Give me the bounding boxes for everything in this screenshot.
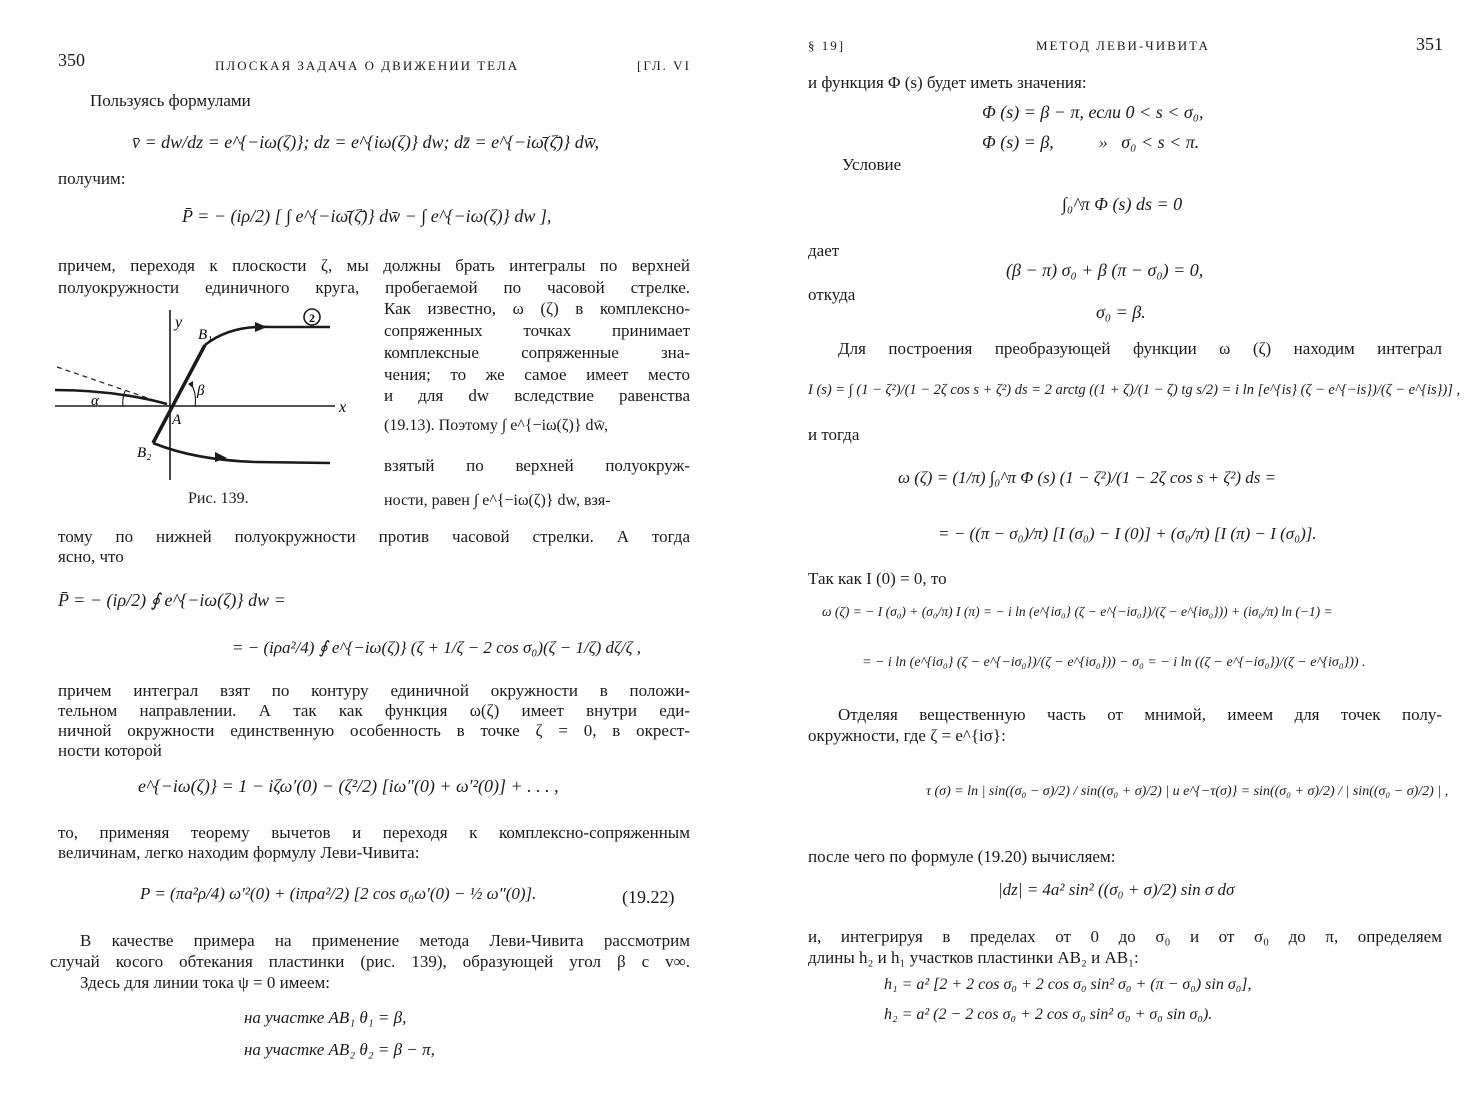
paragraph-to-line-1: то, применяя теорему вычетов и переходя к комплексно-сопряженным — [58, 823, 690, 842]
equation-formulas: v̄ = dw/dz = e^{−iω(ζ)}; dz = e^{iω(ζ)} dw; dz̄ = e^{−iω̄(ζ̄)} dw̄, — [132, 132, 599, 152]
equation-P2-a: P̄ = − (iρ/2) ∮ e^{−iω(ζ)} dw = — [58, 590, 286, 610]
equation-omega-1: ω (ζ) = (1/π) ∫₀^π Φ (s) (1 − ζ²)/(1 − 2ζ cos s + ζ²) ds = — [898, 468, 1277, 487]
paragraph-tak: Так как I (0) = 0, то — [808, 569, 947, 588]
equation-tau: τ (σ) = ln | sin((σ₀ − σ)/2) / sin((σ₀ + σ)/2) | и e^{−τ(σ)} = sin((σ₀ + σ)/2) / | sin((σ₀ − σ)/2) | , — [926, 784, 1449, 799]
equation-section-1: на участке AB₁ θ₁ = β, — [244, 1008, 407, 1027]
label-B1: B₁ — [198, 327, 213, 343]
beta-arrow — [188, 381, 193, 388]
figure-139 — [55, 305, 375, 485]
paragraph-tomu-line-2: ясно, что — [58, 547, 124, 566]
section-ref: § 19] — [808, 38, 846, 53]
label-beta: β — [197, 383, 205, 399]
wrap-line-3: комплексные сопряженные зна- — [384, 343, 690, 362]
streamline-lower — [153, 443, 330, 463]
streamline-upper — [205, 327, 330, 345]
paragraph-example-line-2: случай косого обтекания пластинки (рис. 139), образующей угол β с v∞. — [50, 952, 690, 971]
equation-section-2: на участке AB₂ θ₂ = β − π, — [244, 1040, 435, 1059]
running-title-right: МЕТОД ЛЕВИ-ЧИВИТА — [1036, 38, 1210, 53]
wrap-line-8: ности, равен ∫ e^{−iω(ζ)} dw, взя- — [384, 492, 611, 509]
equation-I: I (s) = ∫ (1 − ζ²)/(1 − 2ζ cos s + ζ²) ds = 2 arctg ((1 + ζ)/(1 − ζ) tg s/2) = i ln [e^{is} (ζ − e^{−is})/(ζ − e^{is})] , — [808, 382, 1461, 398]
label-y: y — [175, 314, 183, 331]
equation-omega-2: = − ((π − σ₀)/π) [I (σ₀) − I (0)] + (σ₀/π) [I (π) − I (σ₀)]. — [938, 524, 1317, 543]
label-A: A — [172, 412, 182, 428]
paragraph-prichem-line-1: причем, переходя к плоскости ζ, мы должны брать интегралы по верхней — [58, 256, 690, 275]
streamline-incoming — [55, 390, 167, 404]
paragraph-integral-line-3: ничной окружности единственную особенность в точке ζ = 0, в окрест- — [58, 721, 690, 740]
label-B2: B₂ — [137, 445, 152, 461]
paragraph-integral-line-4: ности которой — [58, 741, 162, 760]
equation-phi-2: Φ (s) = β, » σ₀ < s < π. — [982, 132, 1200, 152]
wrap-line-5: и для dw вследствие равенства — [384, 386, 690, 405]
equation-daet: (β − π) σ₀ + β (π − σ₀) = 0, — [1006, 260, 1204, 280]
paragraph-integr-line-1: и, интегрируя в пределах от 0 до σ₀ и от σ₀ до π, определяем — [808, 927, 1442, 946]
equation-P: P̄ = − (iρ/2) [ ∫ e^{−iω̄(ζ̄)} dw̄ − ∫ e^{−iω(ζ)} dw ], — [182, 206, 552, 226]
equation-condition: ∫₀^π Φ (s) ds = 0 — [1062, 194, 1183, 214]
paragraph-integr-line-2: длины h₂ и h₁ участков пластинки AB₂ и AB₁: — [808, 948, 1139, 967]
right-page — [750, 0, 1483, 1104]
equation-number-19-22: (19.22) — [622, 887, 675, 907]
left-page — [0, 0, 740, 1104]
wrap-line-4: чения; то же самое имеет место — [384, 365, 690, 384]
paragraph-poluchim: получим: — [58, 169, 126, 188]
angle-alpha-arc — [123, 391, 125, 406]
paragraph-integral-line-2: тельном направлении. А так как функция ω(ζ) имеет внутри еди- — [58, 701, 690, 720]
paragraph-posle: после чего по формуле (19.20) вычисляем: — [808, 847, 1116, 866]
paragraph-to-line-2: величинам, легко находим формулу Леви-Чивита: — [58, 843, 420, 862]
paragraph-intro: Пользуясь формулами — [90, 91, 251, 110]
paragraph-dlya: Для построения преобразующей функции ω (ζ) находим интеграл — [838, 339, 1442, 358]
paragraph-otkuda: откуда — [808, 285, 856, 304]
equation-levi-civita: P = (πa²ρ/4) ω′²(0) + (iπρa²/2) [2 cos σ₀ω′(0) − ½ ω″(0)]. — [140, 884, 537, 903]
circled-label: 2 — [309, 311, 315, 325]
page-number-left: 350 — [58, 50, 85, 70]
paragraph-daet: дает — [808, 241, 840, 260]
paragraph-func: и функция Φ (s) будет иметь значения: — [808, 73, 1087, 92]
wrap-line-1: Как известно, ω (ζ) в комплексно- — [384, 299, 690, 318]
equation-h2: h₂ = a² (2 − 2 cos σ₀ + 2 cos σ₀ sin² σ₀ + σ₀ sin σ₀). — [884, 1006, 1213, 1023]
paragraph-itogda: и тогда — [808, 425, 860, 444]
paragraph-otdelyaya-line-2: окружности, где ζ = e^{iσ}: — [808, 726, 1006, 745]
paragraph-prichem-line-2: полуокружности единичного круга, пробегаемой по часовой стрелке. — [58, 278, 690, 297]
wrap-line-2: сопряженных точках принимает — [384, 321, 690, 340]
paragraph-example-line-3: Здесь для линии тока ψ = 0 имеем: — [80, 973, 330, 992]
equation-P2-b: = − (iρa²/4) ∮ e^{−iω(ζ)} (ζ + 1/ζ − 2 cos σ₀)(ζ − 1/ζ) dζ/ζ , — [232, 638, 642, 657]
equation-omega-4: = − i ln (e^{iσ₀} (ζ − e^{−iσ₀})/(ζ − e^{iσ₀})) − σ₀ = − i ln ((ζ − e^{−iσ₀})/(ζ − e^{iσ₀})) . — [862, 655, 1366, 670]
paragraph-tomu-line-1: тому по нижней полуокружности против часовой стрелки. А тогда — [58, 527, 690, 546]
label-x: x — [339, 399, 347, 416]
label-alpha: α — [91, 393, 99, 409]
equation-dz: |dz| = 4a² sin² ((σ₀ + σ)/2) sin σ dσ — [998, 880, 1235, 899]
arrow-upper — [255, 322, 267, 332]
equation-series: e^{−iω(ζ)} = 1 − iζω′(0) − (ζ²/2) [iω″(0) + ω′²(0)] + . . . , — [138, 776, 559, 796]
paragraph-example-line-1: В качестве примера на применение метода Леви-Чивита рассмотрим — [80, 931, 690, 950]
equation-sigma: σ₀ = β. — [1096, 302, 1146, 322]
paragraph-otdelyaya-line-1: Отделяя вещественную часть от мнимой, имеем для точек полу- — [838, 705, 1442, 724]
equation-phi-1: Φ (s) = β − π, если 0 < s < σ₀, — [982, 102, 1204, 122]
paragraph-integral-line-1: причем интеграл взят по контуру единичной окружности в положи- — [58, 681, 690, 700]
chapter-ref: [ГЛ. VI — [637, 58, 691, 73]
equation-h1: h₁ = a² [2 + 2 cos σ₀ + 2 cos σ₀ sin² σ₀ + (π − σ₀) sin σ₀], — [884, 976, 1252, 993]
wrap-line-6: (19.13). Поэтому ∫ e^{−iω(ζ)} dw̄, — [384, 417, 609, 434]
wrap-line-7: взятый по верхней полуокруж- — [384, 456, 690, 475]
page-number-right: 351 — [1416, 34, 1443, 54]
paragraph-uslovie: Условие — [842, 155, 902, 174]
running-title-left: ПЛОСКАЯ ЗАДАЧА О ДВИЖЕНИИ ТЕЛА — [215, 58, 520, 73]
equation-omega-3: ω (ζ) = − I (σ₀) + (σ₀/π) I (π) = − i ln (e^{iσ₀} (ζ − e^{−iσ₀})/(ζ − e^{iσ₀})) + (iσ₀/π) ln (−1) = — [822, 604, 1333, 619]
figure-caption: Рис. 139. — [188, 490, 249, 507]
